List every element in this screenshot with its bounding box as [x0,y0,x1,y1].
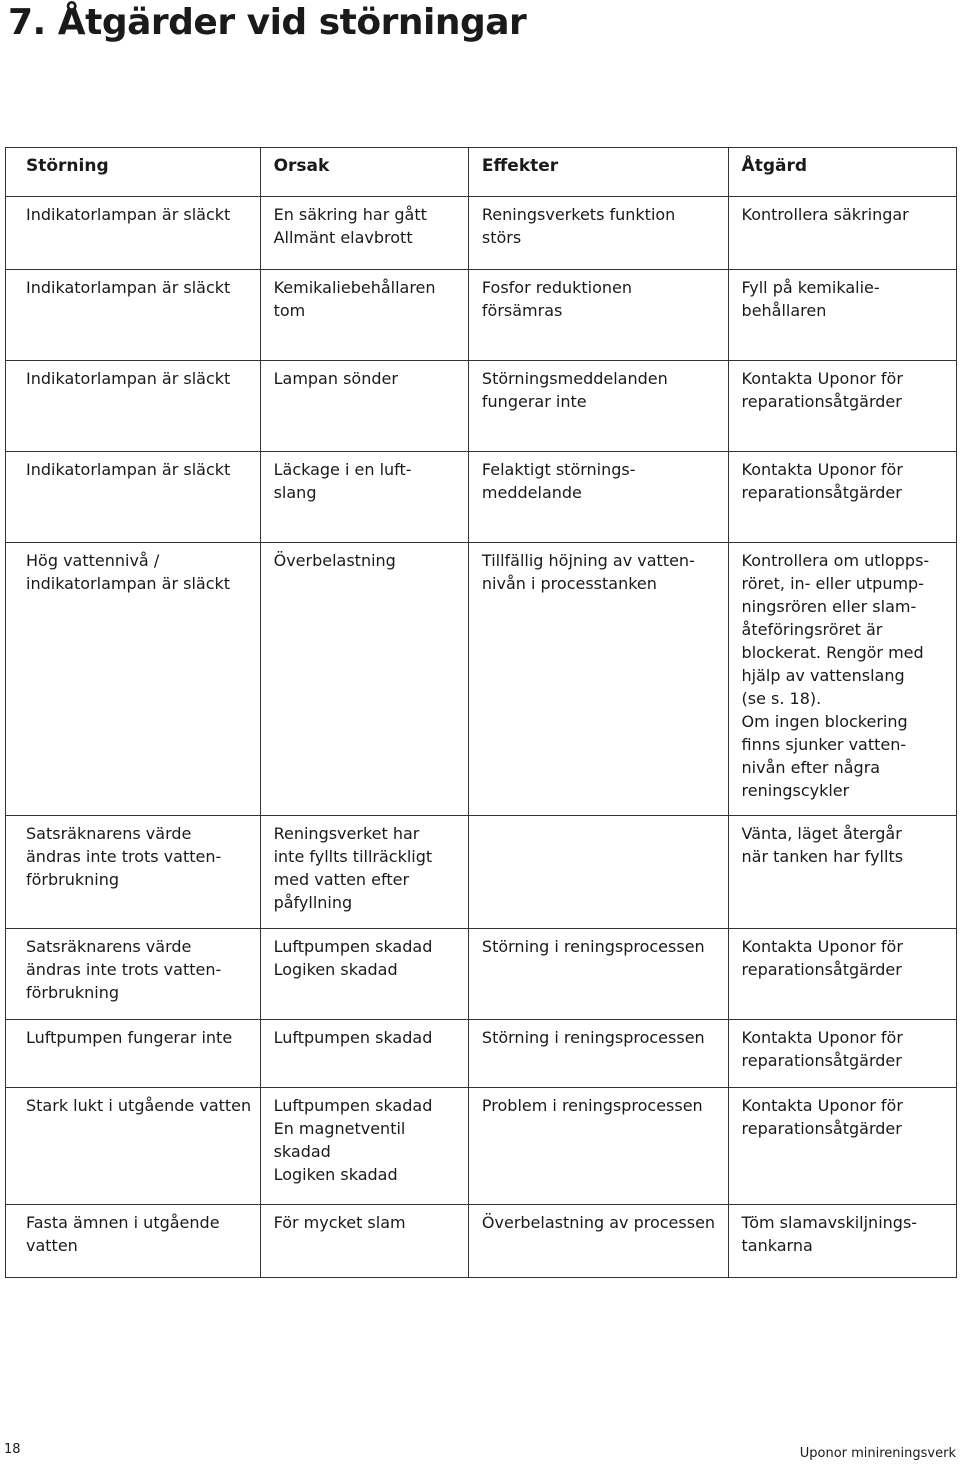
page-title: 7. Åtgärder vid störningar [8,2,527,43]
table-row [6,929,957,1020]
cell-atgard: Töm slamavskiljnings- tankarna [728,1205,956,1278]
header-atgard: Åtgärd [728,148,956,197]
cell-storning: Luftpumpen fungerar inte [6,1020,261,1088]
cell-storning: Indikatorlampan är släckt [6,452,261,543]
header-effekter: Effekter [468,148,728,197]
table-row [6,1205,957,1278]
cell-orsak: Luftpumpen skadad Logiken skadad [260,929,468,1020]
table-row [6,816,957,929]
cell-effekter [468,816,728,929]
cell-atgard: Fyll på kemikalie- behållaren [728,270,956,361]
cell-orsak: För mycket slam [260,1205,468,1278]
cell-orsak: Lampan sönder [260,361,468,452]
cell-effekter: Problem i reningsprocessen [468,1088,728,1205]
table-row [6,197,957,270]
cell-atgard: Vänta, läget återgår när tanken har fyllts [728,816,956,929]
cell-effekter: Reningsverkets funktion störs [468,197,728,270]
cell-orsak: Kemikaliebehållaren tom [260,270,468,361]
cell-orsak: Reningsverket har inte fyllts tillräckligt med vatten efter påfyllning [260,816,468,929]
troubleshooting-table [5,147,957,1278]
cell-effekter: Tillfällig höjning av vatten- nivån i processtanken [468,543,728,816]
cell-atgard: Kontakta Uponor för reparationsåtgärder [728,452,956,543]
page-number: 18 [4,1442,21,1457]
cell-storning: Satsräknarens värde ändras inte trots vatten- förbrukning [6,929,261,1020]
cell-atgard: Kontakta Uponor för reparationsåtgärder [728,929,956,1020]
cell-atgard: Kontakta Uponor för reparationsåtgärder [728,1020,956,1088]
table-row [6,1020,957,1088]
cell-orsak: Läckage i en luft- slang [260,452,468,543]
cell-orsak: Luftpumpen skadad En magnetventil skadad Logiken skadad [260,1088,468,1205]
cell-effekter: Fosfor reduktionen försämras [468,270,728,361]
cell-effekter: Störning i reningsprocessen [468,929,728,1020]
table-header-row [6,148,957,197]
header-storning: Störning [6,148,261,197]
cell-orsak: En säkring har gått Allmänt elavbrott [260,197,468,270]
footer-brand: Uponor minireningsverk [799,1446,956,1461]
cell-storning: Indikatorlampan är släckt [6,361,261,452]
cell-storning: Indikatorlampan är släckt [6,270,261,361]
cell-storning: Indikatorlampan är släckt [6,197,261,270]
table-row [6,1088,957,1205]
cell-storning: Stark lukt i utgående vatten [6,1088,261,1205]
cell-orsak: Luftpumpen skadad [260,1020,468,1088]
cell-atgard: Kontakta Uponor för reparationsåtgärder [728,1088,956,1205]
cell-effekter: Störningsmeddelanden fungerar inte [468,361,728,452]
cell-atgard: Kontakta Uponor för reparationsåtgärder [728,361,956,452]
table-row [6,543,957,816]
cell-atgard: Kontrollera om utlopps- röret, in- eller utpump- ningsrören eller slam- åteföringsröret är blockerat. Rengör med hjälp av vattenslang (se s. 18). Om ingen blockering finns sjunker vatten- nivån efter några reningscykler [728,543,956,816]
cell-effekter: Felaktigt störnings- meddelande [468,452,728,543]
table-row [6,361,957,452]
table-row [6,270,957,361]
header-orsak: Orsak [260,148,468,197]
table-row [6,452,957,543]
cell-storning: Hög vattennivå / indikatorlampan är släckt [6,543,261,816]
cell-orsak: Överbelastning [260,543,468,816]
cell-atgard: Kontrollera säkringar [728,197,956,270]
cell-effekter: Överbelastning av processen [468,1205,728,1278]
cell-effekter: Störning i reningsprocessen [468,1020,728,1088]
cell-storning: Satsräknarens värde ändras inte trots vatten- förbrukning [6,816,261,929]
cell-storning: Fasta ämnen i utgående vatten [6,1205,261,1278]
